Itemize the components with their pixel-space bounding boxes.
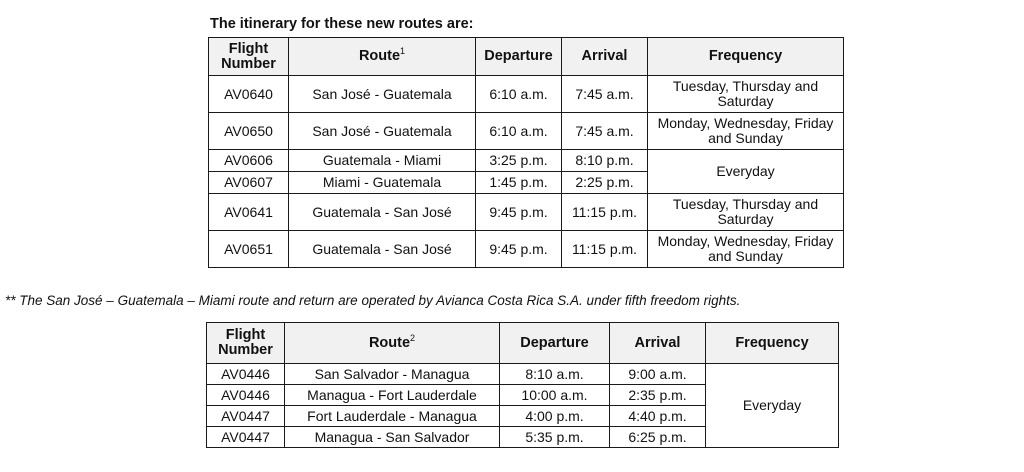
arrival-cell: 6:25 p.m. xyxy=(610,427,706,448)
flight-number-cell: AV0641 xyxy=(209,194,289,231)
flight-number-cell: AV0606 xyxy=(209,150,289,172)
frequency-cell: Tuesday, Thursday and Saturday xyxy=(648,194,844,231)
frequency-cell: Monday, Wednesday, Friday and Sunday xyxy=(648,231,844,268)
departure-cell: 4:00 p.m. xyxy=(500,406,610,427)
departure-cell: 10:00 a.m. xyxy=(500,385,610,406)
frequency-header: Frequency xyxy=(706,323,839,364)
route-cell: Managua - San Salvador xyxy=(285,427,500,448)
departure-cell: 6:10 a.m. xyxy=(476,113,562,150)
arrival-cell: 2:25 p.m. xyxy=(562,172,648,194)
frequency-cell: Everyday xyxy=(706,364,839,448)
flight-number-cell: AV0446 xyxy=(207,364,285,385)
table-row xyxy=(209,76,844,113)
flight-number-cell: AV0446 xyxy=(207,385,285,406)
arrival-cell: 9:00 a.m. xyxy=(610,364,706,385)
frequency-cell: Monday, Wednesday, Friday and Sunday xyxy=(648,113,844,150)
flight-number-cell: AV0447 xyxy=(207,406,285,427)
arrival-cell: 8:10 p.m. xyxy=(562,150,648,172)
departure-cell: 9:45 p.m. xyxy=(476,231,562,268)
frequency-cell: Tuesday, Thursday and Saturday xyxy=(648,76,844,113)
frequency-cell: Everyday xyxy=(648,150,844,194)
footnote-marker: 2 xyxy=(410,332,416,343)
table-row xyxy=(209,113,844,150)
route-header: Route$^2$ xyxy=(285,323,500,364)
route-cell: San José - Guatemala xyxy=(289,76,476,113)
arrival-header: Arrival xyxy=(610,323,706,364)
table-row xyxy=(209,150,844,172)
arrival-cell: 2:35 p.m. xyxy=(610,385,706,406)
arrival-cell: 7:45 a.m. xyxy=(562,76,648,113)
flight-number-cell: AV0651 xyxy=(209,231,289,268)
departure-cell: 8:10 a.m. xyxy=(500,364,610,385)
itinerary-table-2 xyxy=(206,322,839,448)
table-header-row xyxy=(207,323,839,364)
itinerary-table-1 xyxy=(208,37,844,268)
flight-number-header: Flight Number xyxy=(207,323,285,364)
route-cell: Managua - Fort Lauderdale xyxy=(285,385,500,406)
route-cell: Guatemala - San José xyxy=(289,194,476,231)
departure-cell: 9:45 p.m. xyxy=(476,194,562,231)
departure-header: Departure xyxy=(476,38,562,76)
departure-cell: 6:10 a.m. xyxy=(476,76,562,113)
route-cell: Guatemala - San José xyxy=(289,231,476,268)
flight-number-cell: AV0640 xyxy=(209,76,289,113)
route-cell: Guatemala - Miami xyxy=(289,150,476,172)
departure-cell: 3:25 p.m. xyxy=(476,150,562,172)
route-cell: Miami - Guatemala xyxy=(289,172,476,194)
flight-number-cell: AV0447 xyxy=(207,427,285,448)
footnote-note: ** The San José – Guatemala – Miami route and return are operated by Avianca Costa Rica S.A. under fifth freedom rights. xyxy=(5,293,741,308)
arrival-header: Arrival xyxy=(562,38,648,76)
table-header-row xyxy=(209,38,844,76)
route-cell: San Salvador - Managua xyxy=(285,364,500,385)
flight-number-cell: AV0650 xyxy=(209,113,289,150)
itinerary-caption: The itinerary for these new routes are: xyxy=(210,16,474,32)
frequency-header: Frequency xyxy=(648,38,844,76)
departure-header: Departure xyxy=(500,323,610,364)
departure-cell: 1:45 p.m. xyxy=(476,172,562,194)
table-row xyxy=(207,364,839,385)
flight-number-header: Flight Number xyxy=(209,38,289,76)
table-row xyxy=(209,231,844,268)
route-header: Route$^1$ xyxy=(289,38,476,76)
arrival-cell: 4:40 p.m. xyxy=(610,406,706,427)
route-cell: Fort Lauderdale - Managua xyxy=(285,406,500,427)
footnote-marker: 1 xyxy=(400,46,406,57)
departure-cell: 5:35 p.m. xyxy=(500,427,610,448)
table-row xyxy=(209,194,844,231)
flight-number-cell: AV0607 xyxy=(209,172,289,194)
arrival-cell: 7:45 a.m. xyxy=(562,113,648,150)
arrival-cell: 11:15 p.m. xyxy=(562,194,648,231)
route-cell: San José - Guatemala xyxy=(289,113,476,150)
arrival-cell: 11:15 p.m. xyxy=(562,231,648,268)
